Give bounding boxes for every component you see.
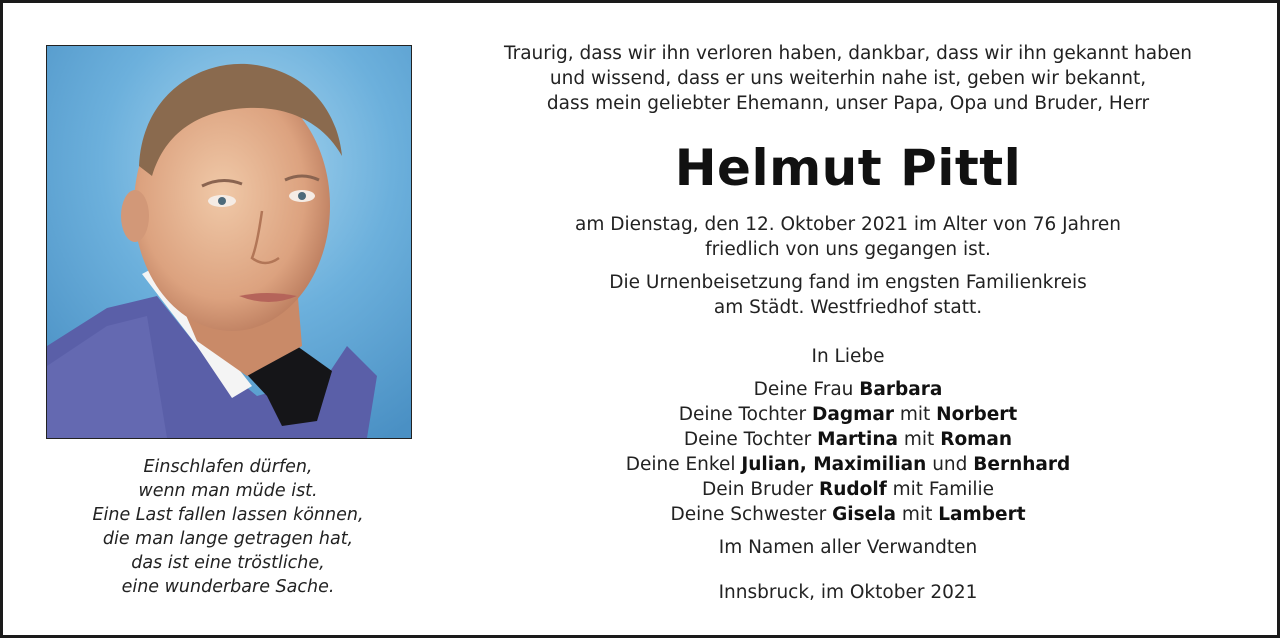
family-wife (453, 377, 1243, 402)
poem-line: Einschlafen dürfen, (143, 457, 313, 477)
relation: Deine Tochter (683, 429, 818, 450)
family-name: Julian, Maximilian (741, 454, 927, 475)
family-name: Bernhard (973, 454, 1071, 475)
burial-line: am Städt. Westfriedhof statt. (713, 297, 983, 318)
connector: mit (896, 504, 939, 525)
poem-line: Eine Last fallen lassen können, (92, 505, 364, 525)
connector: mit (898, 429, 941, 450)
family-name: Rudolf (818, 479, 887, 500)
deceased-name: Helmut Pittl (674, 139, 1022, 197)
relation: Deine Schwester (670, 504, 833, 525)
intro-line: und wissend, dass er uns weiterhin nahe ist, geben wir bekannt, (549, 68, 1147, 89)
intro-line: Traurig, dass wir ihn verloren haben, dankbar, dass wir ihn gekannt haben (504, 43, 1192, 64)
death-line: friedlich von uns gegangen ist. (705, 239, 991, 260)
family-name: Gisela (832, 504, 897, 525)
relation: Dein Bruder (701, 479, 819, 500)
family-name: Lambert (938, 504, 1026, 525)
intro-line: dass mein geliebter Ehemann, unser Papa, Opa und Bruder, Herr (546, 93, 1150, 114)
family-name: Martina (817, 429, 899, 450)
place-date: Innsbruck, im Oktober 2021 (718, 582, 978, 603)
portrait-photo (46, 45, 412, 439)
poem (46, 455, 410, 599)
burial-line: Die Urnenbeisetzung fand im engsten Familienkreis (609, 272, 1087, 293)
connector: mit Familie (886, 479, 995, 500)
family-daughter (453, 427, 1243, 452)
poem-line: die man lange getragen hat, (102, 529, 354, 549)
family-name: Dagmar (812, 404, 894, 425)
portrait-illustration (47, 46, 411, 438)
relation: Deine Tochter (678, 404, 812, 425)
poem-line: das ist eine tröstliche, (131, 553, 325, 573)
death-line: am Dienstag, den 12. Oktober 2021 im Alter von 76 Jahren (575, 214, 1121, 235)
poem-line: eine wunderbare Sache. (121, 577, 335, 597)
relation: Deine Enkel (625, 454, 742, 475)
in-love: In Liebe (811, 346, 885, 367)
family-name: Norbert (936, 404, 1018, 425)
connector: und (926, 454, 974, 475)
family-sister (453, 502, 1243, 527)
family-name: Roman (940, 429, 1013, 450)
notice-text (453, 41, 1243, 605)
relation: Deine Frau (753, 379, 860, 400)
family-daughter (453, 402, 1243, 427)
relatives-line: Im Namen aller Verwandten (718, 537, 978, 558)
family-name: Barbara (859, 379, 943, 400)
family-grandchildren (453, 452, 1243, 477)
connector: mit (893, 404, 937, 425)
poem-line: wenn man müde ist. (138, 481, 318, 501)
family-brother (453, 477, 1243, 502)
